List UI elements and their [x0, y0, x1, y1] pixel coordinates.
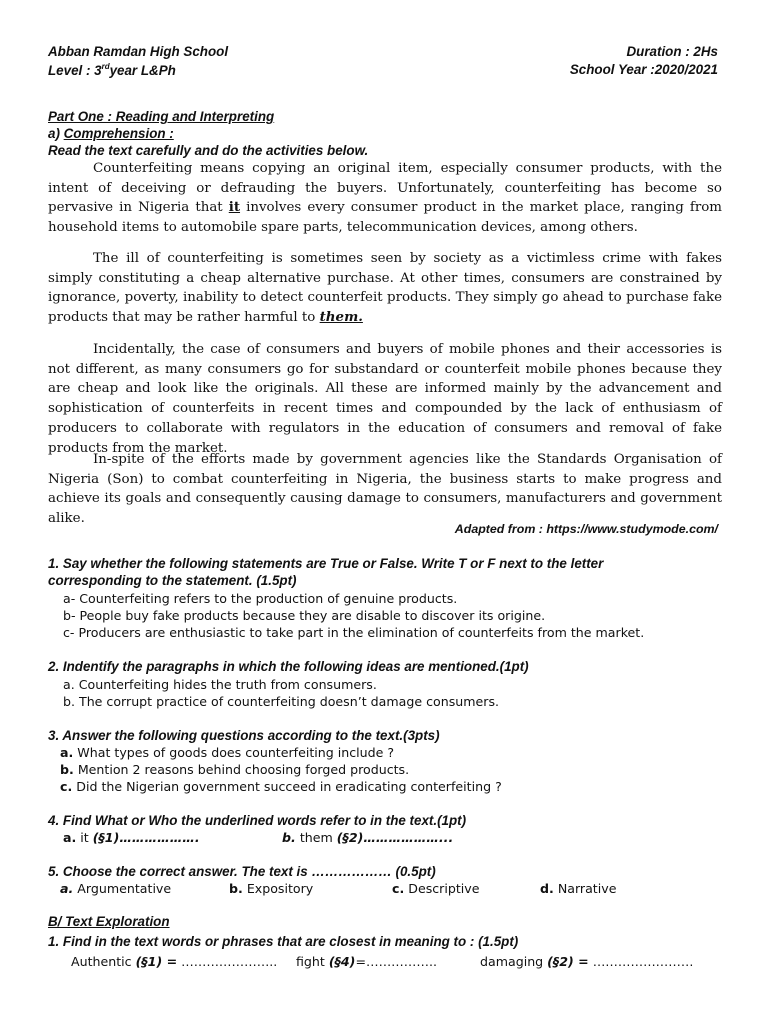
q3-question-b: b. Mention 2 reasons behind choosing forged products. [60, 762, 410, 777]
reading-instruction: Read the text carefully and do the activities below. [48, 143, 369, 158]
section-a-title: a) Comprehension : [48, 126, 174, 141]
q5-option-d[interactable]: d. Narrative [540, 881, 617, 896]
exam-duration: Duration : 2Hs [626, 44, 718, 59]
paragraph-1: Counterfeiting means copying an original item, especially consumer products, with the intent of deceiving or defrauding the buyers. Unfortunately, counterfeiting has become so pervasive in Nigeria that it involves every consumer product in the market place, ranging from household items to automobile spare parts, telecommunication devices, among others. [48, 161, 722, 236]
synonym-damaging: damaging (§2) = …………………… [480, 954, 694, 969]
synonym-blank-1[interactable]: ………………….. [177, 954, 278, 969]
school-name: Abban Ramdan High School [48, 44, 229, 59]
q5-title: 5. Choose the correct answer. The text is ……………… (0.5pt) [48, 864, 436, 879]
q2-idea-a: a. Counterfeiting hides the truth from consumers. [63, 677, 377, 692]
q1-statement-a: a- Counterfeiting refers to the production of genuine products. [63, 591, 458, 606]
q2-title: 2. Indentify the paragraphs in which the following ideas are mentioned.(1pt) [48, 659, 529, 674]
class-level: Level : 3rdyear L&Ph [48, 62, 176, 78]
q4-answer-blank-b[interactable]: (§2)………………... [336, 830, 454, 845]
section-b-q1-title: 1. Find in the text words or phrases that are closest in meaning to : (1.5pt) [48, 934, 519, 949]
q3-title: 3. Answer the following questions according to the text.(3pts) [48, 728, 440, 743]
q5-option-b[interactable]: b. Expository [229, 881, 314, 896]
underlined-word-them: them. [319, 309, 363, 326]
paragraph-4: In-spite of the efforts made by government agencies like the Standards Organisation of Nigeria (Son) to combat counterfeiting in Nigeria, the business starts to make progress and achieve its goals and consequently causing damage to consumers, manufacturers and government alike. [48, 452, 722, 527]
paragraph-3: Incidentally, the case of consumers and buyers of mobile phones and their accessories is not different, as many consumers go for substandard or counterfeit mobile phones because they are cheap and look like the originals. All these are informed mainly by the advancement and sophistication of counterfeits in recent times and compounded by the lack of enthusiasm of producers to collaborate with regulators in the education of consumers and removal of fake products from the market. [48, 342, 722, 456]
paragraph-2: The ill of counterfeiting is sometimes seen by society as a victimless crime with fakes simply constituting a cheap alternative purchase. At other times, consumers are constrained by ignorance, poverty, inability to detect counterfeit products. They simply go ahead to purchase fake products that may be rather harmful to them. [48, 251, 722, 326]
synonym-blank-3[interactable]: …………………… [588, 954, 694, 969]
q5-option-a[interactable]: a. Argumentative [60, 881, 172, 896]
q3-question-a: a. What types of goods does counterfeiting include ? [60, 745, 395, 760]
q4-answer-blank-a[interactable]: (§1)………………. [92, 830, 200, 845]
synonym-fight: fight (§4)=…………….. [296, 954, 437, 969]
section-b-title: B/ Text Exploration [48, 914, 170, 929]
underlined-word-it: it [228, 199, 241, 216]
q1-statement-c: c- Producers are enthusiastic to take part in the elimination of counterfeits from the market. [63, 625, 645, 640]
synonym-authentic: Authentic (§1) = ………………….. [71, 954, 278, 969]
q1-title-line-2: corresponding to the statement. (1.5pt) [48, 573, 297, 588]
q5-option-c[interactable]: c. Descriptive [392, 881, 480, 896]
q3-question-c: c. Did the Nigerian government succeed in eradicating conterfeiting ? [60, 779, 502, 794]
synonym-blank-2[interactable]: =…………….. [355, 954, 437, 969]
source-citation: Adapted from : https://www.studymode.com/ [454, 522, 718, 536]
part-one-title: Part One : Reading and Interpreting [48, 109, 275, 124]
q4-item-b: b. them (§2)………………... [282, 830, 454, 845]
q4-title: 4. Find What or Who the underlined words refer to in the text.(1pt) [48, 813, 467, 828]
school-year: School Year :2020/2021 [569, 62, 718, 77]
q1-statement-b: b- People buy fake products because they are disable to discover its origine. [63, 608, 546, 623]
q4-item-a: a. it (§1)………………. [63, 830, 200, 845]
q2-idea-b: b. The corrupt practice of counterfeiting doesn’t damage consumers. [63, 694, 500, 709]
q1-title-line-1: 1. Say whether the following statements are True or False. Write T or F next to the letter [48, 556, 604, 571]
